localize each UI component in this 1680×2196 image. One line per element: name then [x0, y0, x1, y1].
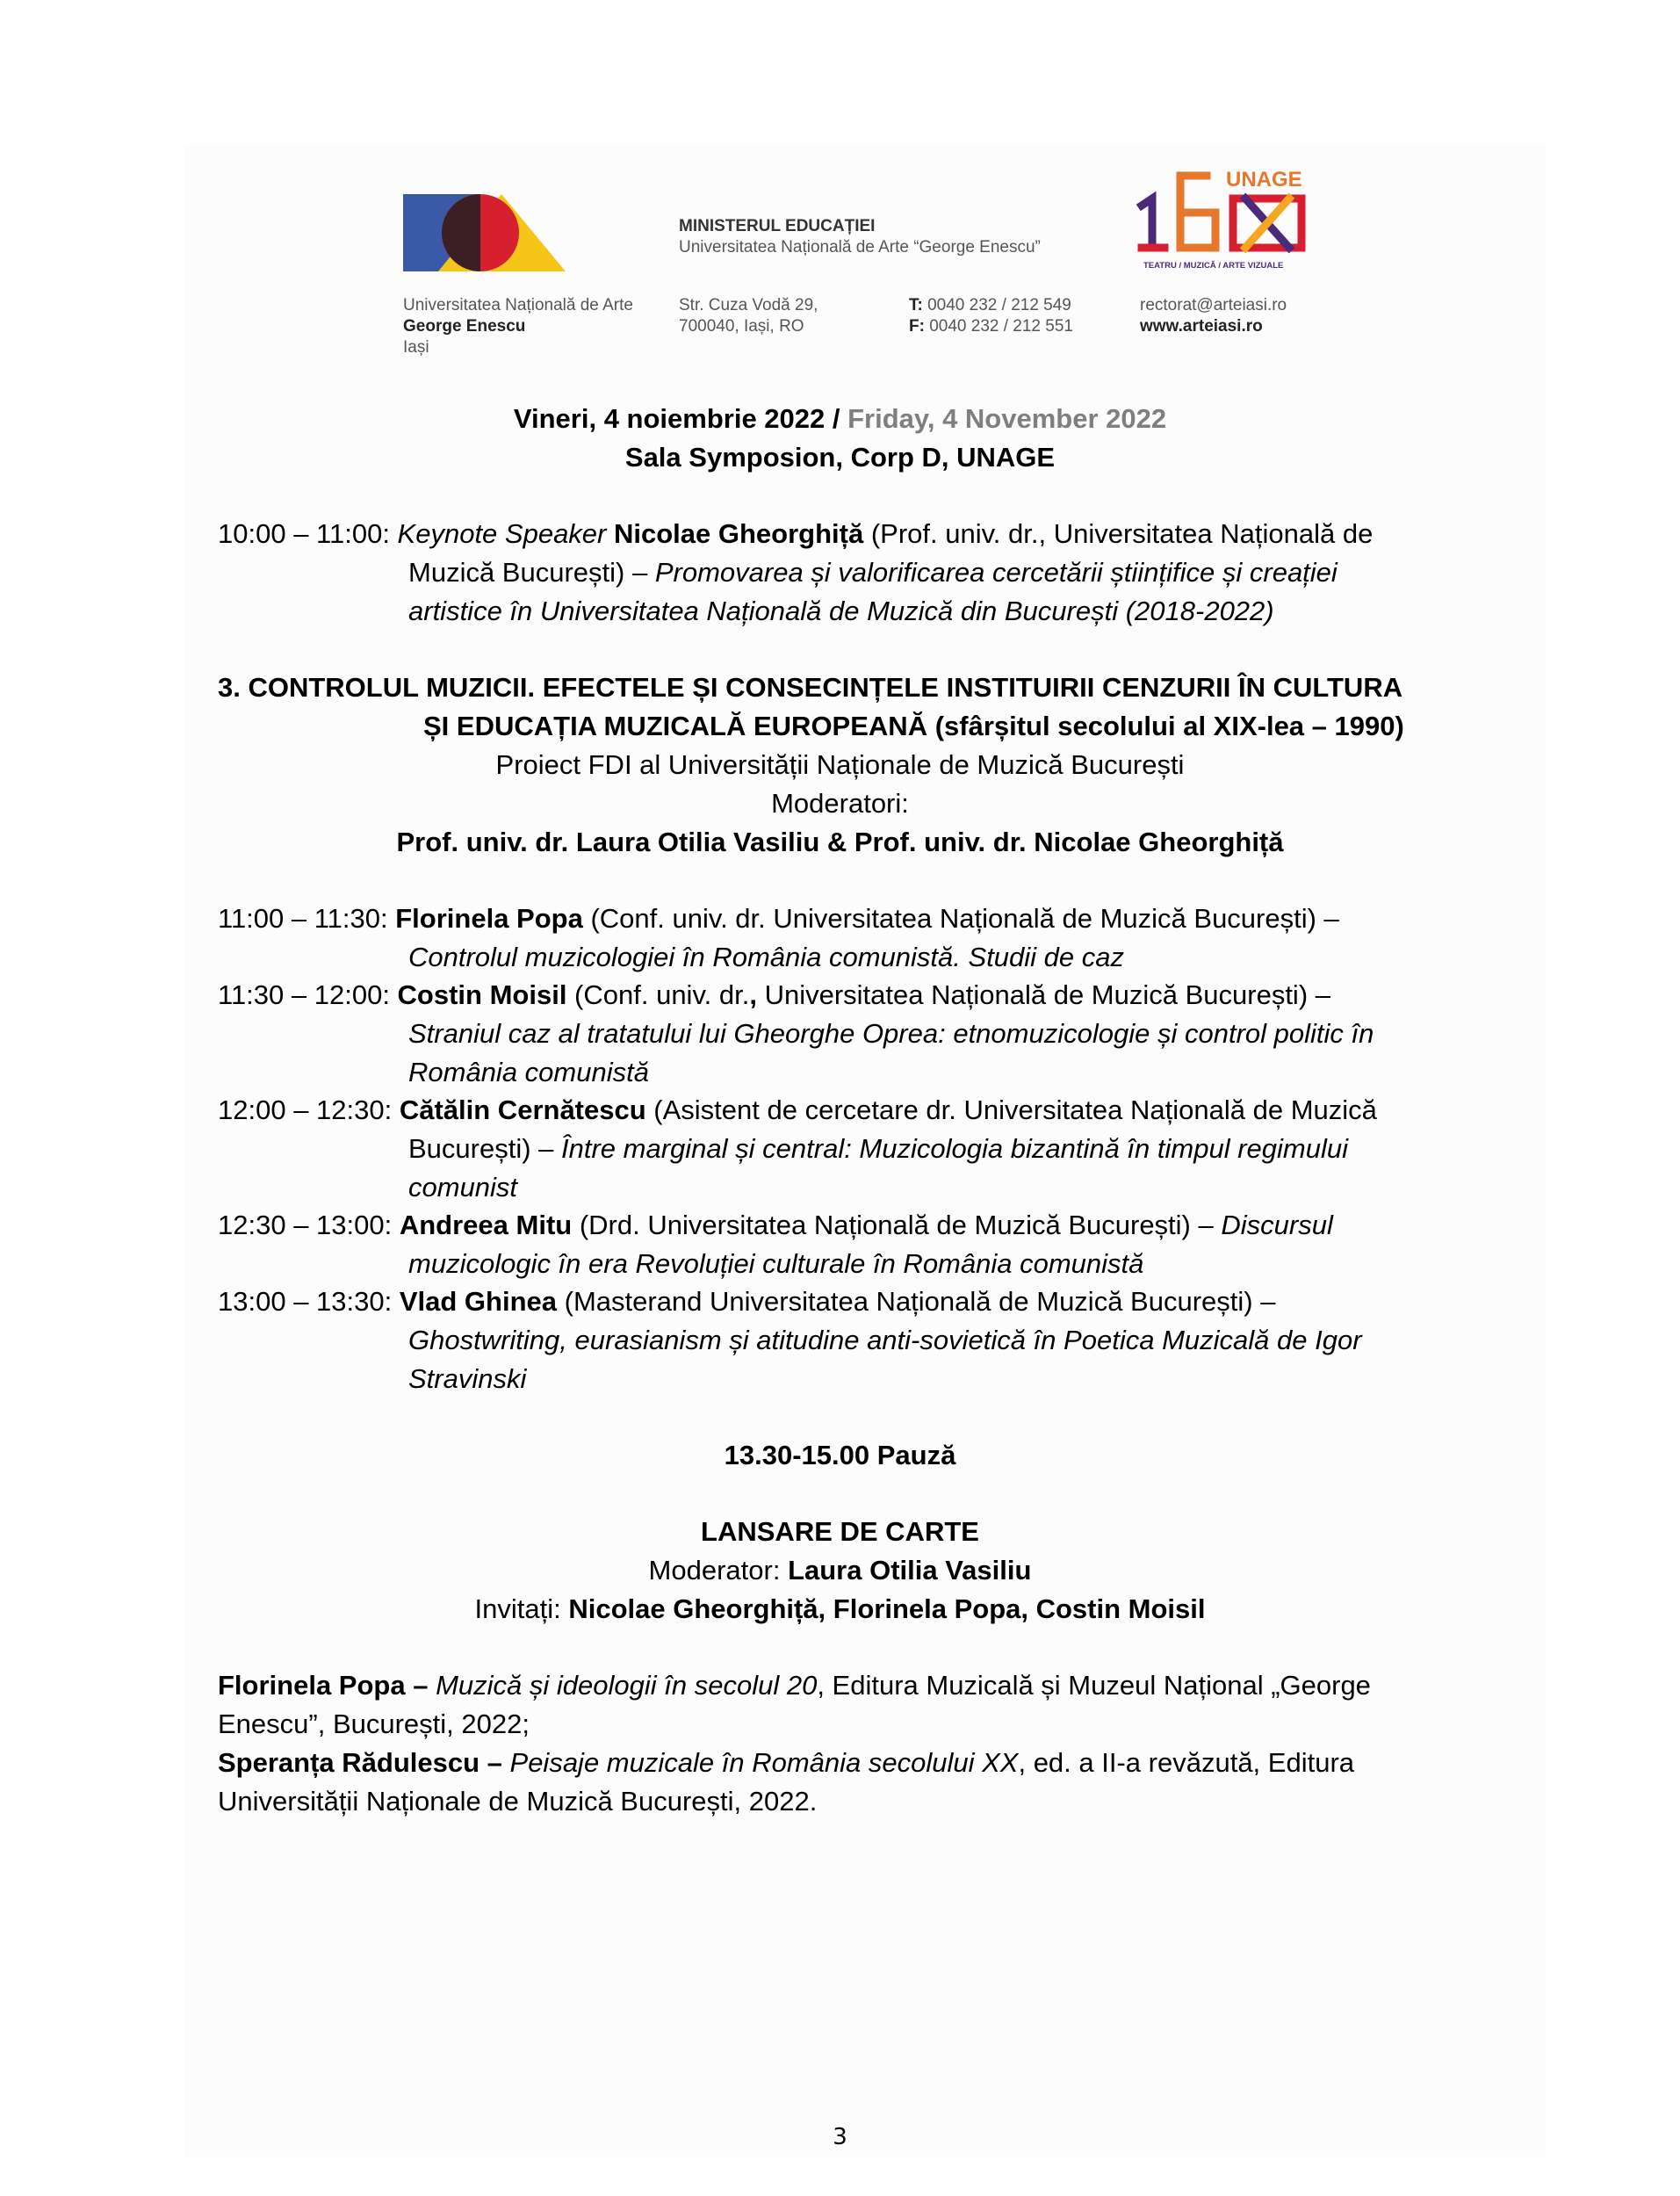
phone-label: T:: [909, 296, 923, 314]
talk-affiliation: (Drd. Universitatea Națională de Muzică București) –: [572, 1210, 1222, 1240]
keynote-time: 10:00 – 11:00:: [218, 518, 398, 549]
talk-affiliation: (Asistent de cercetare dr. Universitatea Națională de Muzică: [645, 1094, 1377, 1125]
book-2: [218, 1744, 1354, 1782]
section-title-cont: ȘI EDUCAȚIA MUZICALĂ EUROPEANĂ (sfârșitul secolului al XIX-lea – 1990): [423, 711, 1404, 741]
address-line1: Str. Cuza Vodă 29,: [679, 296, 818, 314]
talk-speaker: Costin Moisil: [397, 979, 567, 1010]
fax-number: 0040 232 / 212 551: [929, 317, 1073, 336]
talk-title-cont: Stravinski: [408, 1363, 527, 1394]
talk-affiliation-cont: București) –: [408, 1133, 562, 1164]
book-launch-title: LANSARE DE CARTE: [701, 1516, 979, 1547]
phone-block: [909, 295, 1073, 337]
talk-title-cont: România comunistă: [408, 1057, 649, 1087]
keynote-speaker: Nicolae Gheorghiță: [606, 518, 864, 549]
section-title: 3. CONTROLUL MUZICII. EFECTELE ȘI CONSECINȚELE INSTITUIRII CENZURII ÎN CULTURA: [218, 672, 1403, 703]
moderators: Prof. univ. dr. Laura Otilia Vasiliu & Prof. univ. dr. Nicolae Gheorghiță: [396, 827, 1284, 857]
talk-time: 12:30 – 13:00:: [218, 1210, 400, 1240]
talk-time: 13:00 – 13:30:: [218, 1286, 400, 1317]
talk-3: [218, 1091, 1377, 1130]
address-line2: 700040, Iași, RO: [679, 317, 804, 336]
keynote-title-cont: artistice în Universitatea Națională de Muzică din București (2018-2022): [408, 596, 1274, 626]
book-dash: –: [479, 1747, 510, 1778]
talk-time: 12:00 – 12:30:: [218, 1094, 400, 1125]
book-launch-moderator: [0, 1551, 1680, 1590]
unage-160-anniversary-logo-icon: [1135, 163, 1315, 273]
talk-title: Ghostwriting, eurasianism și atitudine anti-sovietică în Poetica Muzicală de Igor: [408, 1325, 1362, 1355]
university-city: Iași: [403, 338, 429, 357]
talk-speaker: Florinela Popa: [395, 903, 583, 934]
talk-affiliation: (Conf. univ. dr.: [566, 979, 750, 1010]
book-author: Speranța Rădulescu: [218, 1747, 480, 1778]
talk-title: Controlul muzicologiei în România comunistă. Studii de caz: [408, 942, 1125, 972]
talk-2: [218, 976, 1330, 1015]
talk-3-line2: [408, 1130, 1348, 1168]
book-publisher-cont: Universității Naționale de Muzică București, 2022.: [218, 1786, 818, 1817]
keynote-line1: [218, 515, 1373, 553]
moderator-name: Laura Otilia Vasiliu: [788, 1555, 1032, 1586]
phone-number: 0040 232 / 212 549: [927, 296, 1071, 314]
talk-title-cont: comunist: [408, 1172, 518, 1203]
talk-affiliation: (Masterand Universitatea Națională de Muzică București) –: [557, 1286, 1276, 1317]
guests-names: Nicolae Gheorghiță, Florinela Popa, Costin Moisil: [568, 1593, 1206, 1624]
university-logo-icon: [403, 194, 566, 271]
book-dash: –: [405, 1670, 436, 1701]
website-link[interactable]: www.arteiasi.ro: [1140, 317, 1263, 336]
talk-5: [218, 1282, 1275, 1321]
university-name: [403, 295, 633, 358]
talk-affiliation: (Conf. univ. dr. Universitatea Națională de Muzică București) –: [582, 903, 1339, 934]
university-name-line2: George Enescu: [403, 317, 526, 336]
ministry-name: MINISTERUL EDUCAȚIEI: [679, 217, 876, 235]
talk-title: Straniul caz al tratatului lui Gheorghe Oprea: etnomuzicologie și control politic în: [408, 1018, 1374, 1049]
program-date: [0, 400, 1680, 438]
talk-affiliation-cont: Universitatea Națională de Muzică București) –: [756, 979, 1330, 1010]
pause-label: 13.30-15.00 Pauză: [724, 1440, 956, 1470]
date-romanian: Vineri, 4 noiembrie 2022 /: [513, 403, 840, 434]
talk-title-cont: muzicologic în era Revoluției culturale în România comunistă: [408, 1248, 1144, 1279]
keynote-title: Promovarea și valorificarea cercetării științifice și creației: [654, 557, 1338, 588]
talk-affiliation-comma: ,: [749, 979, 757, 1010]
fax-label: F:: [909, 317, 925, 336]
page-number: 3: [833, 2124, 847, 2150]
book-publisher: , Editura Muzicală și Muzeul Național „George: [817, 1670, 1371, 1701]
talk-speaker: Andreea Mitu: [399, 1210, 573, 1240]
talk-time: 11:00 – 11:30:: [218, 903, 396, 934]
talk-4: [218, 1206, 1333, 1245]
book-title: Peisaje muzicale în România secolului XX: [509, 1747, 1019, 1778]
book-launch-guests: [0, 1590, 1680, 1629]
talk-speaker: Cătălin Cernătescu: [399, 1094, 646, 1125]
book-1: [218, 1666, 1371, 1705]
university-name-line1: Universitatea Națională de Arte: [403, 296, 633, 314]
moderator-label: Moderator:: [648, 1555, 789, 1586]
keynote-role: Keynote Speaker: [397, 518, 607, 549]
talk-title: Între marginal și central: Muzicologia bizantină în timpul regimului: [561, 1133, 1348, 1164]
section-project: Proiect FDI al Universității Naționale de Muzică București: [495, 749, 1185, 780]
guests-label: Invitați:: [474, 1593, 569, 1624]
book-publisher: , ed. a II-a revăzută, Editura: [1018, 1747, 1355, 1778]
venue: Sala Symposion, Corp D, UNAGE: [624, 442, 1056, 473]
keynote-line2: [408, 553, 1338, 592]
talk-title: Discursul: [1221, 1210, 1333, 1240]
ministry-subtitle: Universitatea Națională de Arte “George Enescu”: [679, 238, 1041, 256]
address-block: [679, 295, 818, 337]
email-link[interactable]: rectorat@arteiasi.ro: [1140, 296, 1287, 314]
moderators-label: Moderatori:: [771, 788, 909, 819]
book-title: Muzică și ideologii în secolul 20: [436, 1670, 818, 1701]
book-author: Florinela Popa: [218, 1670, 406, 1701]
talk-speaker: Vlad Ghinea: [399, 1286, 558, 1317]
anniversary-brand: UNAGE: [1226, 168, 1302, 191]
book-publisher-cont: Enescu”, București, 2022;: [218, 1708, 530, 1739]
anniversary-tagline: TEATRU / MUZICĂ / ARTE VIZUALE: [1143, 261, 1284, 271]
keynote-affiliation-cont: Muzică București) –: [408, 557, 655, 588]
keynote-affiliation: (Prof. univ. dr., Universitatea Națională de: [863, 518, 1374, 549]
date-english: Friday, 4 November 2022: [840, 403, 1167, 434]
contact-block: [1140, 295, 1287, 337]
talk-time: 11:30 – 12:00:: [218, 979, 398, 1010]
ministry-block: [679, 216, 1041, 258]
talk-1: [218, 899, 1339, 938]
